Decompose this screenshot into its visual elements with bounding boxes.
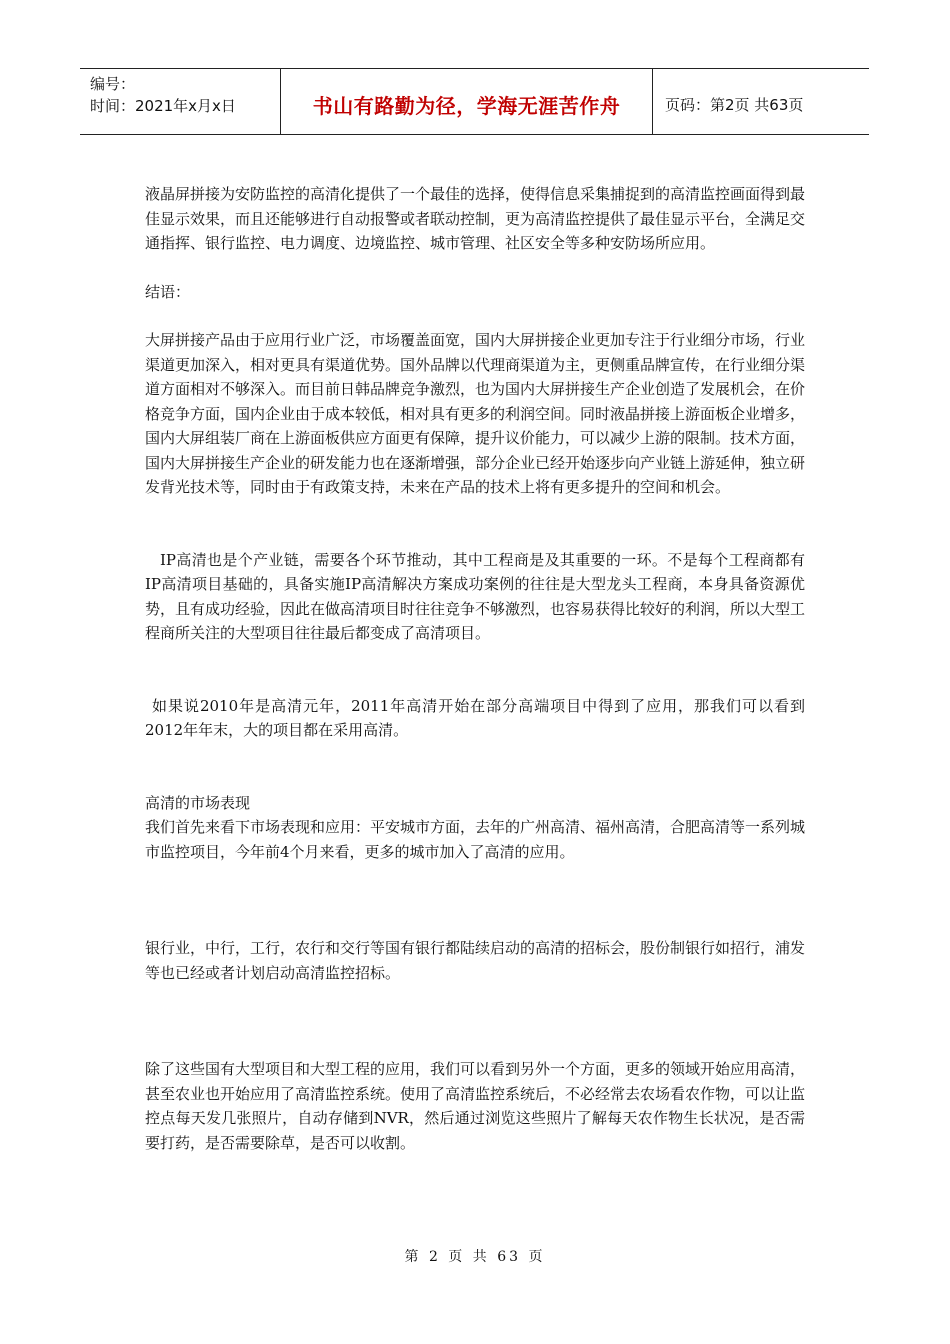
document-date: 时间：2021年x月x日	[90, 97, 236, 115]
paragraph-ip-hd-chain: IP高清也是个产业链，需要各个环节推动，其中工程商是及其重要的一环。不是每个工程商都有IP高清项目基础的，具备实施IP高清解决方案成功案例的往往是大型龙头工程商，本身具备资源优势，且有成功经验，因此在做高清项目时往往竞争不够激烈，也容易获得比较好的利润，所以大型工程商所关注的大型项目往往最后都变成了高清项目。	[145, 550, 806, 642]
paragraph-agriculture: 除了这些国有大型项目和大型工程的应用，我们可以看到另外一个方面，更多的领域开始应用高清，甚至农业也开始应用了高清监控系统。使用了高清监控系统后，不必经常去农场看农作物，可以让监控点每天发几张照片，自动存储到NVR，然后通过浏览这些照片了解每天农作物生长状况，是否需要打药，是否需要除草，是否可以收割。	[145, 1060, 806, 1152]
paragraph-large-screen-market: 大屏拼接产品由于应用行业广泛，市场覆盖面宽，国内大屏拼接企业更加专注于行业细分市场，行业渠道更加深入，相对更具有渠道优势。国外品牌以代理商渠道为主，更侧重品牌宣传，在行业细分渠道方面相对不够深入。而目前日韩品牌竞争激烈，也为国内大屏拼接生产企业创造了发展机会，在价格竞争方面，国内企业由于成本较低，相对具有更多的利润空间。同时液晶拼接上游面板企业增多，国内大屏组装厂商在上游面板供应方面更有保障，提升议价能力，可以减少上游的限制。技术方面，国内大屏拼接生产企业的研发能力也在逐渐增强，部分企业已经开始逐步向产业链上游延伸，独立研发背光技术等，同时由于有政策支持，未来在产品的技术上将有更多提升的空间和机会。	[145, 331, 806, 496]
paragraph-lcd-splicing: 液晶屏拼接为安防监控的高清化提供了一个最佳的选择，使得信息采集捕捉到的高清监控画面得到最佳显示效果，而且还能够进行自动报警或者联动控制，更为高清监控提供了最佳显示平台，全满足交通指挥、银行监控、电力调度、边境监控、城市管理、社区安全等多种安防场所应用。	[145, 185, 806, 252]
document-number-label: 编号：	[90, 75, 136, 93]
header-motto: 书山有路勤为径，学海无涯苦作舟	[312, 94, 621, 118]
header-meta	[80, 69, 281, 134]
header-motto-cell	[281, 69, 653, 134]
paragraph-banking: 银行业，中行，工行，农行和交行等国有银行都陆续启动的高清的招标会，股份制银行如招行，浦发等也已经或者计划启动高清监控招标。	[145, 939, 806, 982]
document-header	[80, 68, 869, 135]
paragraph-hd-year: 如果说2010年是高清元年，2011年高清开始在部分高端项目中得到了应用，那我们可以看到2012年年末，大的项目都在采用高清。	[145, 696, 805, 739]
page-footer: 第 2 页 共 63 页	[404, 1249, 546, 1265]
header-page-info: 页码：第2页 共63页	[665, 96, 804, 114]
paragraph-conclusion-heading: 结语：	[145, 282, 191, 301]
document-body	[145, 182, 805, 1155]
paragraph-city-applications: 我们首先来看下市场表现和应用：平安城市方面，去年的广州高清、福州高清，合肥高清等一系列城市监控项目，今年前4个月来看，更多的城市加入了高清的应用。	[145, 818, 806, 861]
paragraph-hd-market-heading: 高清的市场表现	[145, 793, 251, 812]
